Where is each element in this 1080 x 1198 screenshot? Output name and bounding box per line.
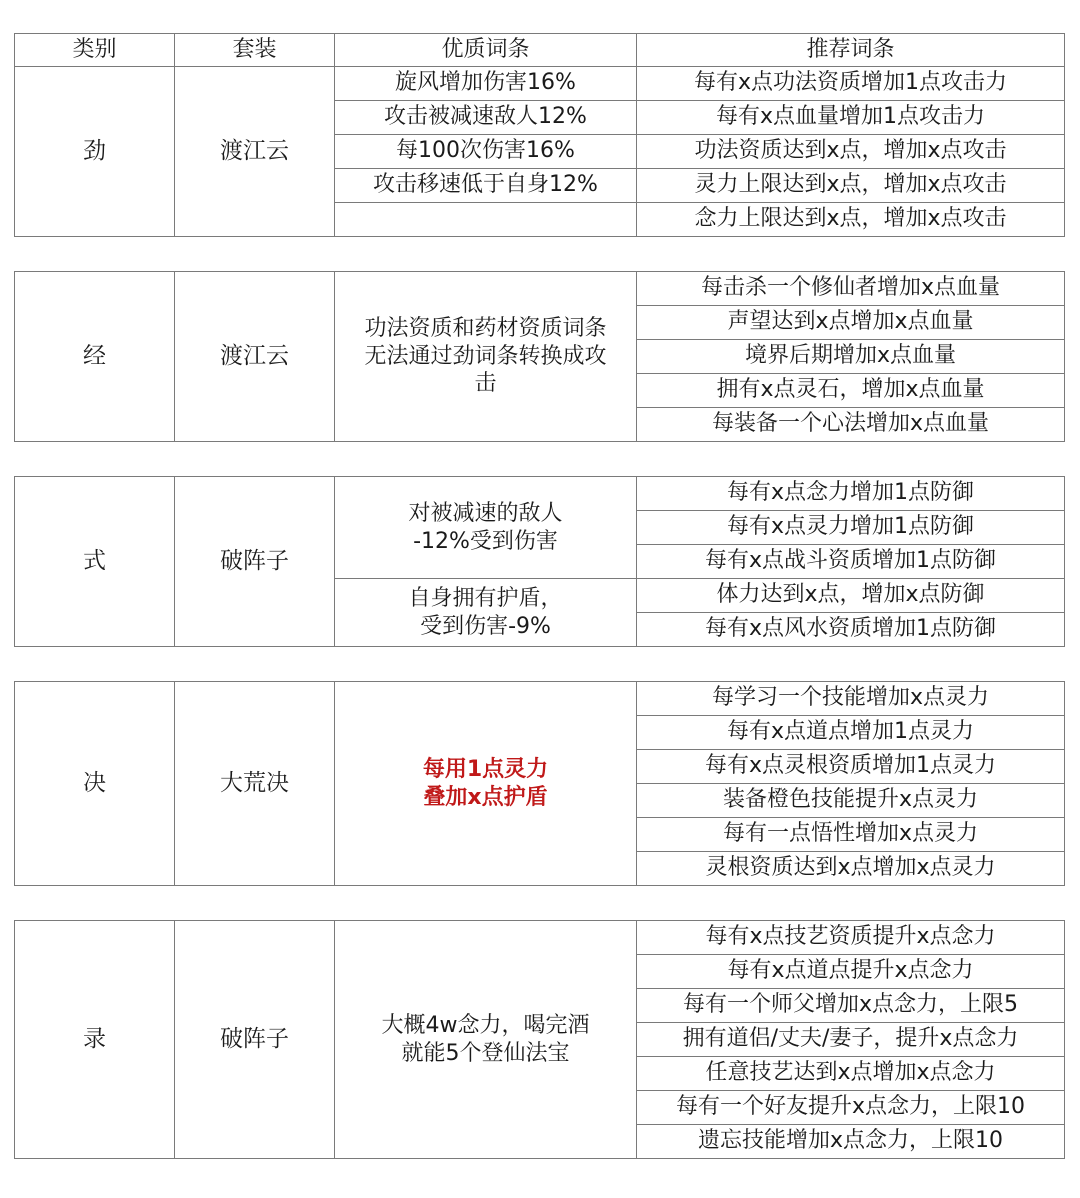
header-set: 套装 <box>175 34 335 67</box>
recommended-cell: 灵力上限达到x点，增加x点攻击 <box>637 169 1065 203</box>
quality-highlight-line: 叠加x点护盾 <box>423 784 548 810</box>
recommended-cell: 每有x点功法资质增加1点攻击力 <box>637 67 1065 101</box>
recommended-cell: 灵根资质达到x点增加x点灵力 <box>637 852 1065 886</box>
recommended-cell: 每有x点灵力增加1点防御 <box>637 511 1065 545</box>
quality-note-line: 就能5个登仙法宝 <box>401 1040 570 1066</box>
set-cell: 破阵子 <box>175 477 335 647</box>
recommended-cell: 体力达到x点，增加x点防御 <box>637 579 1065 613</box>
group-table-jin <box>14 66 1065 237</box>
quality-cell-empty <box>335 203 637 237</box>
recommended-cell: 拥有道侣/丈夫/妻子，提升x点念力 <box>637 1023 1065 1057</box>
table-row <box>15 477 1065 511</box>
recommended-cell: 每有一个好友提升x点念力，上限10 <box>637 1091 1065 1125</box>
recommended-cell: 任意技艺达到x点增加x点念力 <box>637 1057 1065 1091</box>
category-cell: 式 <box>15 477 175 647</box>
recommended-cell: 每有x点念力增加1点防御 <box>637 477 1065 511</box>
recommended-cell: 境界后期增加x点血量 <box>637 340 1065 374</box>
recommended-cell: 每有x点道点增加1点灵力 <box>637 716 1065 750</box>
set-cell: 大荒决 <box>175 682 335 886</box>
recommended-cell: 每有x点战斗资质增加1点防御 <box>637 545 1065 579</box>
recommended-cell: 装备橙色技能提升x点灵力 <box>637 784 1065 818</box>
recommended-cell: 每有x点血量增加1点攻击力 <box>637 101 1065 135</box>
group-table-shi <box>14 476 1065 647</box>
quality-note-cell <box>335 921 637 1159</box>
recommended-cell: 每学习一个技能增加x点灵力 <box>637 682 1065 716</box>
recommended-cell: 声望达到x点增加x点血量 <box>637 306 1065 340</box>
table-row <box>15 67 1065 101</box>
recommended-cell: 每有x点灵根资质增加1点灵力 <box>637 750 1065 784</box>
recommended-cell: 每有x点技艺资质提升x点念力 <box>637 921 1065 955</box>
table-row <box>15 682 1065 716</box>
set-cell: 渡江云 <box>175 67 335 237</box>
quality-note-line: 无法通过劲词条转换成攻 <box>364 343 607 369</box>
group-table-lu <box>14 920 1065 1159</box>
header-quality: 优质词条 <box>335 34 637 67</box>
category-cell: 经 <box>15 272 175 442</box>
category-cell: 录 <box>15 921 175 1159</box>
header-category: 类别 <box>15 34 175 67</box>
quality-line: 对被减速的敌人 <box>408 501 563 526</box>
recommended-cell: 每有一个师父增加x点念力，上限5 <box>637 989 1065 1023</box>
table-header <box>14 33 1065 67</box>
quality-cell: 旋风增加伤害16% <box>335 67 637 101</box>
set-cell: 渡江云 <box>175 272 335 442</box>
category-cell: 劲 <box>15 67 175 237</box>
recommended-cell: 功法资质达到x点，增加x点攻击 <box>637 135 1065 169</box>
quality-note-line: 功法资质和药材资质词条 <box>364 316 607 342</box>
recommended-cell: 每装备一个心法增加x点血量 <box>637 408 1065 442</box>
header-recommended: 推荐词条 <box>637 34 1065 67</box>
recommended-cell: 每击杀一个修仙者增加x点血量 <box>637 272 1065 306</box>
quality-line: 自身拥有护盾， <box>408 586 563 611</box>
table-row <box>15 921 1065 955</box>
quality-cell: 攻击被减速敌人12% <box>335 101 637 135</box>
quality-cell-b <box>335 579 637 647</box>
recommended-cell: 每有x点道点提升x点念力 <box>637 955 1065 989</box>
group-table-jing <box>14 271 1065 442</box>
quality-cell: 每100次伤害16% <box>335 135 637 169</box>
recommended-cell: 拥有x点灵石，增加x点血量 <box>637 374 1065 408</box>
table-row <box>15 272 1065 306</box>
category-cell: 决 <box>15 682 175 886</box>
quality-note-cell <box>335 272 637 442</box>
recommended-cell: 念力上限达到x点，增加x点攻击 <box>637 203 1065 237</box>
recommended-cell: 遗忘技能增加x点念力，上限10 <box>637 1125 1065 1159</box>
quality-cell: 攻击移速低于自身12% <box>335 169 637 203</box>
quality-note-line: 大概4w念力，喝完酒 <box>381 1013 590 1038</box>
quality-note-highlight <box>335 682 637 886</box>
quality-highlight-line: 每用1点灵力 <box>422 757 549 782</box>
group-table-jue <box>14 681 1065 886</box>
quality-line: 受到伤害-9% <box>420 613 551 639</box>
recommended-cell: 每有x点风水资质增加1点防御 <box>637 613 1065 647</box>
quality-cell-a <box>335 477 637 579</box>
quality-line: -12%受到伤害 <box>413 528 558 554</box>
quality-note-line: 击 <box>474 371 497 397</box>
set-cell: 破阵子 <box>175 921 335 1159</box>
recommended-cell: 每有一点悟性增加x点灵力 <box>637 818 1065 852</box>
